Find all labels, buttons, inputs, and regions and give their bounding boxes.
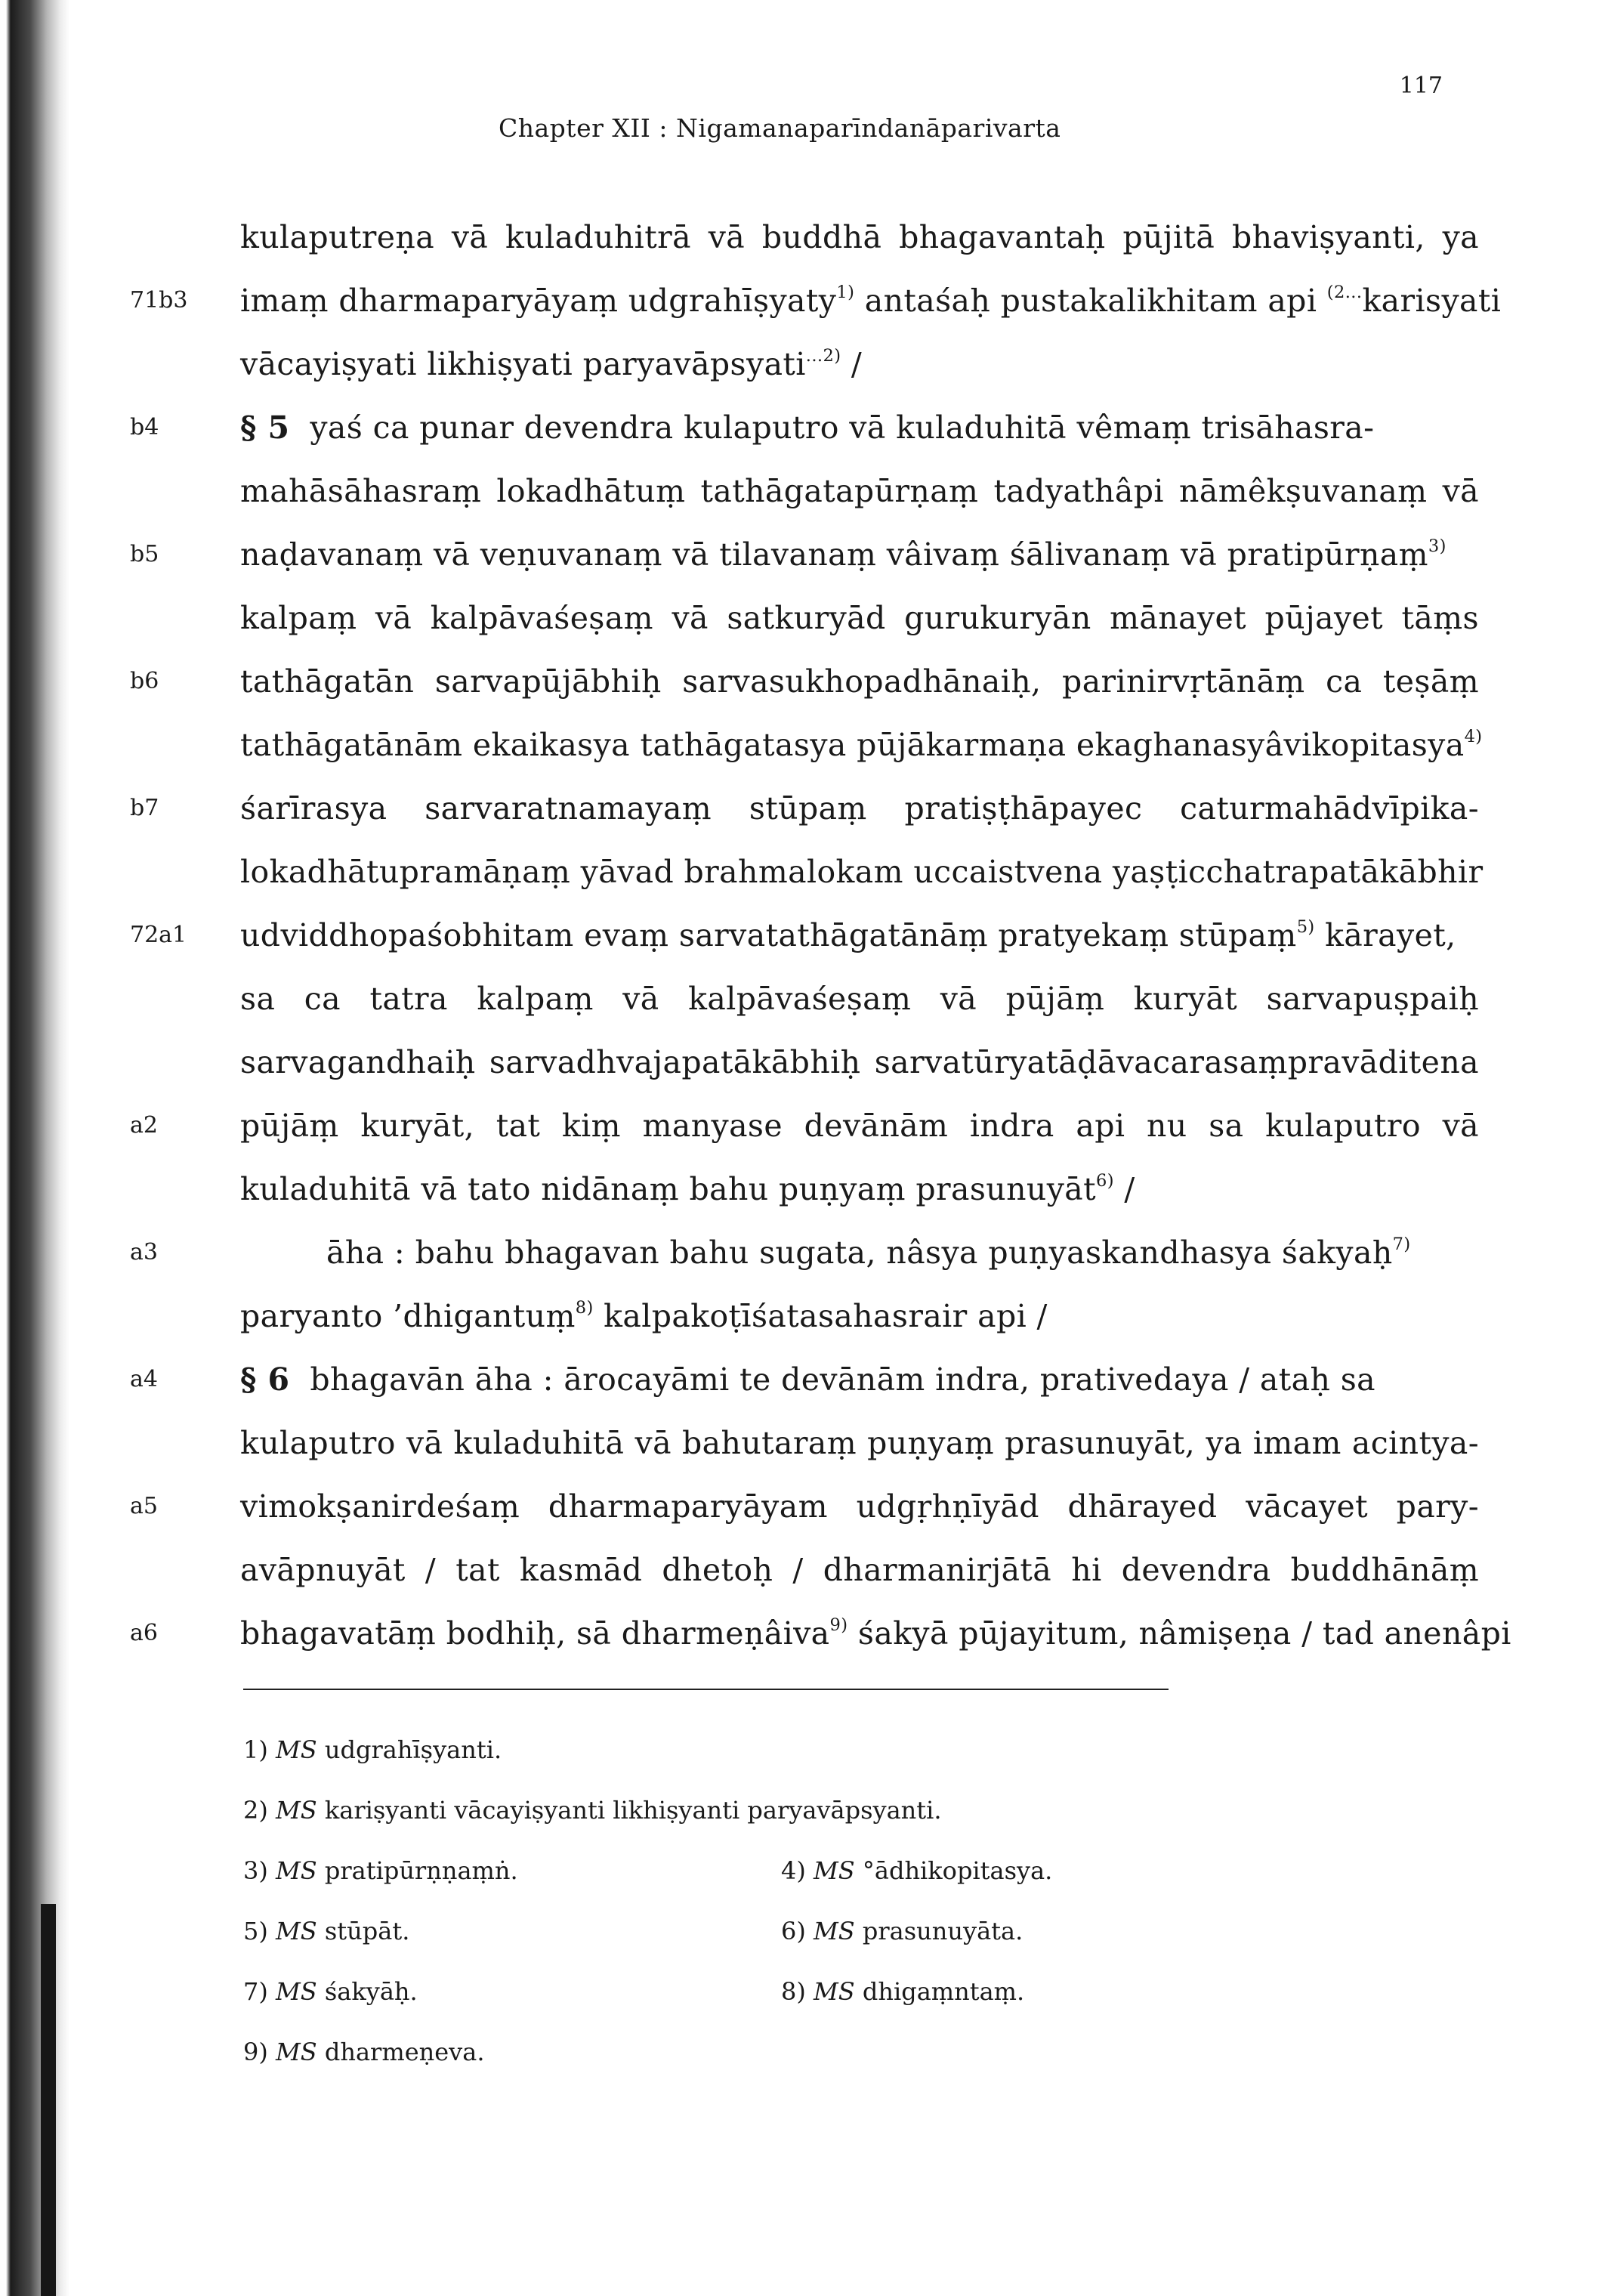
page-number: 117: [1399, 73, 1443, 99]
text-line: kalpaṃ vā kalpāvaśeṣaṃ vā satkuryād gurukuryān mānayet pūjayet tāṃs: [240, 600, 1479, 636]
text-line: tathāgatān sarvapūjābhiḥ sarvasukhopadhānaiḥ, parinirvṛtānāṃ ca teṣāṃ: [240, 663, 1479, 700]
footnote: 7) MS śakyāḥ.: [243, 1977, 418, 2006]
footnote-rule: [243, 1689, 1169, 1690]
section-mark: § 5: [240, 409, 290, 446]
text-line: pūjāṃ kuryāt, tat kiṃ manyase devānām indra api nu sa kulaputro vā: [240, 1108, 1479, 1144]
text-line: paryanto ’dhigantuṃ$^{8)}$ kalpakoṭīśatasahasrair api /: [240, 1297, 1048, 1334]
text-line: avāpnuyāt / tat kasmād dhetoḥ / dharmanirjātā hi devendra buddhānāṃ: [240, 1552, 1479, 1588]
book-binding-edge: [41, 1904, 56, 2296]
footnote: 4) MS °ādhikopitasya.: [781, 1856, 1053, 1885]
footnote: 9) MS dharmeṇeva.: [243, 2038, 485, 2066]
text-line: kulaputro vā kuladuhitā vā bahutaraṃ puṇyaṃ prasunuyāt, ya imam acintya-: [240, 1425, 1479, 1461]
text-line: bhagavatāṃ bodhiḥ, sā dharmeṇâiva$^{9)}$ śakyā pūjayitum, nâmiṣeṇa / tad anenâpi: [240, 1615, 1511, 1652]
margin-ref: a5: [130, 1493, 158, 1519]
text-line: sarvagandhaiḥ sarvadhvajapatākābhiḥ sarvatūryatāḍāvacarasaṃpravāditena: [240, 1044, 1479, 1080]
footnote: 3) MS pratipūrṇṇaṃṅ.: [243, 1856, 518, 1885]
text-line: § 5 yaś ca punar devendra kulaputro vā kuladuhitā vêmaṃ trisāhasra-: [240, 409, 1375, 446]
footnote: 5) MS stūpāt.: [243, 1917, 410, 1945]
margin-ref: 72a1: [130, 922, 187, 948]
footnote: 6) MS prasunuyāta.: [781, 1917, 1023, 1945]
text-line: sa ca tatra kalpaṃ vā kalpāvaśeṣaṃ vā pūjāṃ kuryāt sarvapuṣpaiḥ: [240, 981, 1479, 1017]
section-mark: § 6: [240, 1361, 290, 1398]
running-head: Chapter XII : Nigamanaparīndanāparivarta: [499, 113, 1061, 143]
text-line: kulaputreṇa vā kuladuhitrā vā buddhā bhagavantaḥ pūjitā bhaviṣyanti, ya: [240, 219, 1479, 255]
margin-ref: b6: [130, 668, 159, 694]
text-line: śarīrasya sarvaratnamayaṃ stūpaṃ pratiṣṭhāpayec caturmahādvīpika-: [240, 790, 1479, 827]
margin-ref: a2: [130, 1112, 158, 1139]
text-line: vācayiṣyati likhiṣyati paryavāpsyati$^{...2)}$ /: [240, 345, 863, 382]
text-line: naḍavanaṃ vā veṇuvanaṃ vā tilavanaṃ vâivaṃ śālivanaṃ vā pratipūrṇaṃ$^{3)}$: [240, 536, 1446, 573]
margin-ref: a4: [130, 1366, 158, 1392]
text-line: mahāsāhasraṃ lokadhātuṃ tathāgatapūrṇaṃ tadyathâpi nāmêkṣuvanaṃ vā: [240, 473, 1479, 509]
text-line: lokadhātupramāṇaṃ yāvad brahmalokam uccaistvena yaṣṭicchatrapatākābhir: [240, 854, 1484, 890]
footnote: 1) MS udgrahīṣyanti.: [243, 1735, 502, 1764]
footnote: 2) MS kariṣyanti vācayiṣyanti likhiṣyanti paryavāpsyanti.: [243, 1796, 942, 1825]
text-line: āha : bahu bhagavan bahu sugata, nâsya puṇyaskandhasya śakyaḥ$^{7)}$: [326, 1234, 1411, 1271]
text-line: tathāgatānām ekaikasya tathāgatasya pūjākarmaṇa ekaghanasyâvikopitasya$^{4)}$: [240, 726, 1483, 763]
margin-ref: b5: [130, 541, 159, 567]
book-binding-shadow: [0, 0, 69, 2296]
text-line: vimokṣanirdeśaṃ dharmaparyāyam udgṛhṇīyād dhārayed vācayet pary-: [240, 1488, 1479, 1525]
text-line: imaṃ dharmaparyāyaṃ udgrahīṣyaty$^{1)}$ antaśaḥ pustakalikhitam api $^{(2...}$karisyati: [240, 282, 1502, 319]
text-line: udviddhopaśobhitam evaṃ sarvatathāgatānāṃ pratyekaṃ stūpaṃ$^{5)}$ kārayet,: [240, 916, 1456, 953]
margin-ref: a6: [130, 1620, 158, 1646]
text-line: kuladuhitā vā tato nidānaṃ bahu puṇyaṃ prasunuyāt$^{6)}$ /: [240, 1170, 1135, 1207]
margin-ref: b7: [130, 795, 159, 821]
text-line: § 6 bhagavān āha : ārocayāmi te devānām indra, prativedaya / ataḥ sa: [240, 1361, 1375, 1398]
margin-ref: 71b3: [130, 287, 188, 314]
margin-ref: b4: [130, 414, 159, 440]
margin-ref: a3: [130, 1239, 158, 1265]
footnote: 8) MS dhigaṃntaṃ.: [781, 1977, 1025, 2006]
